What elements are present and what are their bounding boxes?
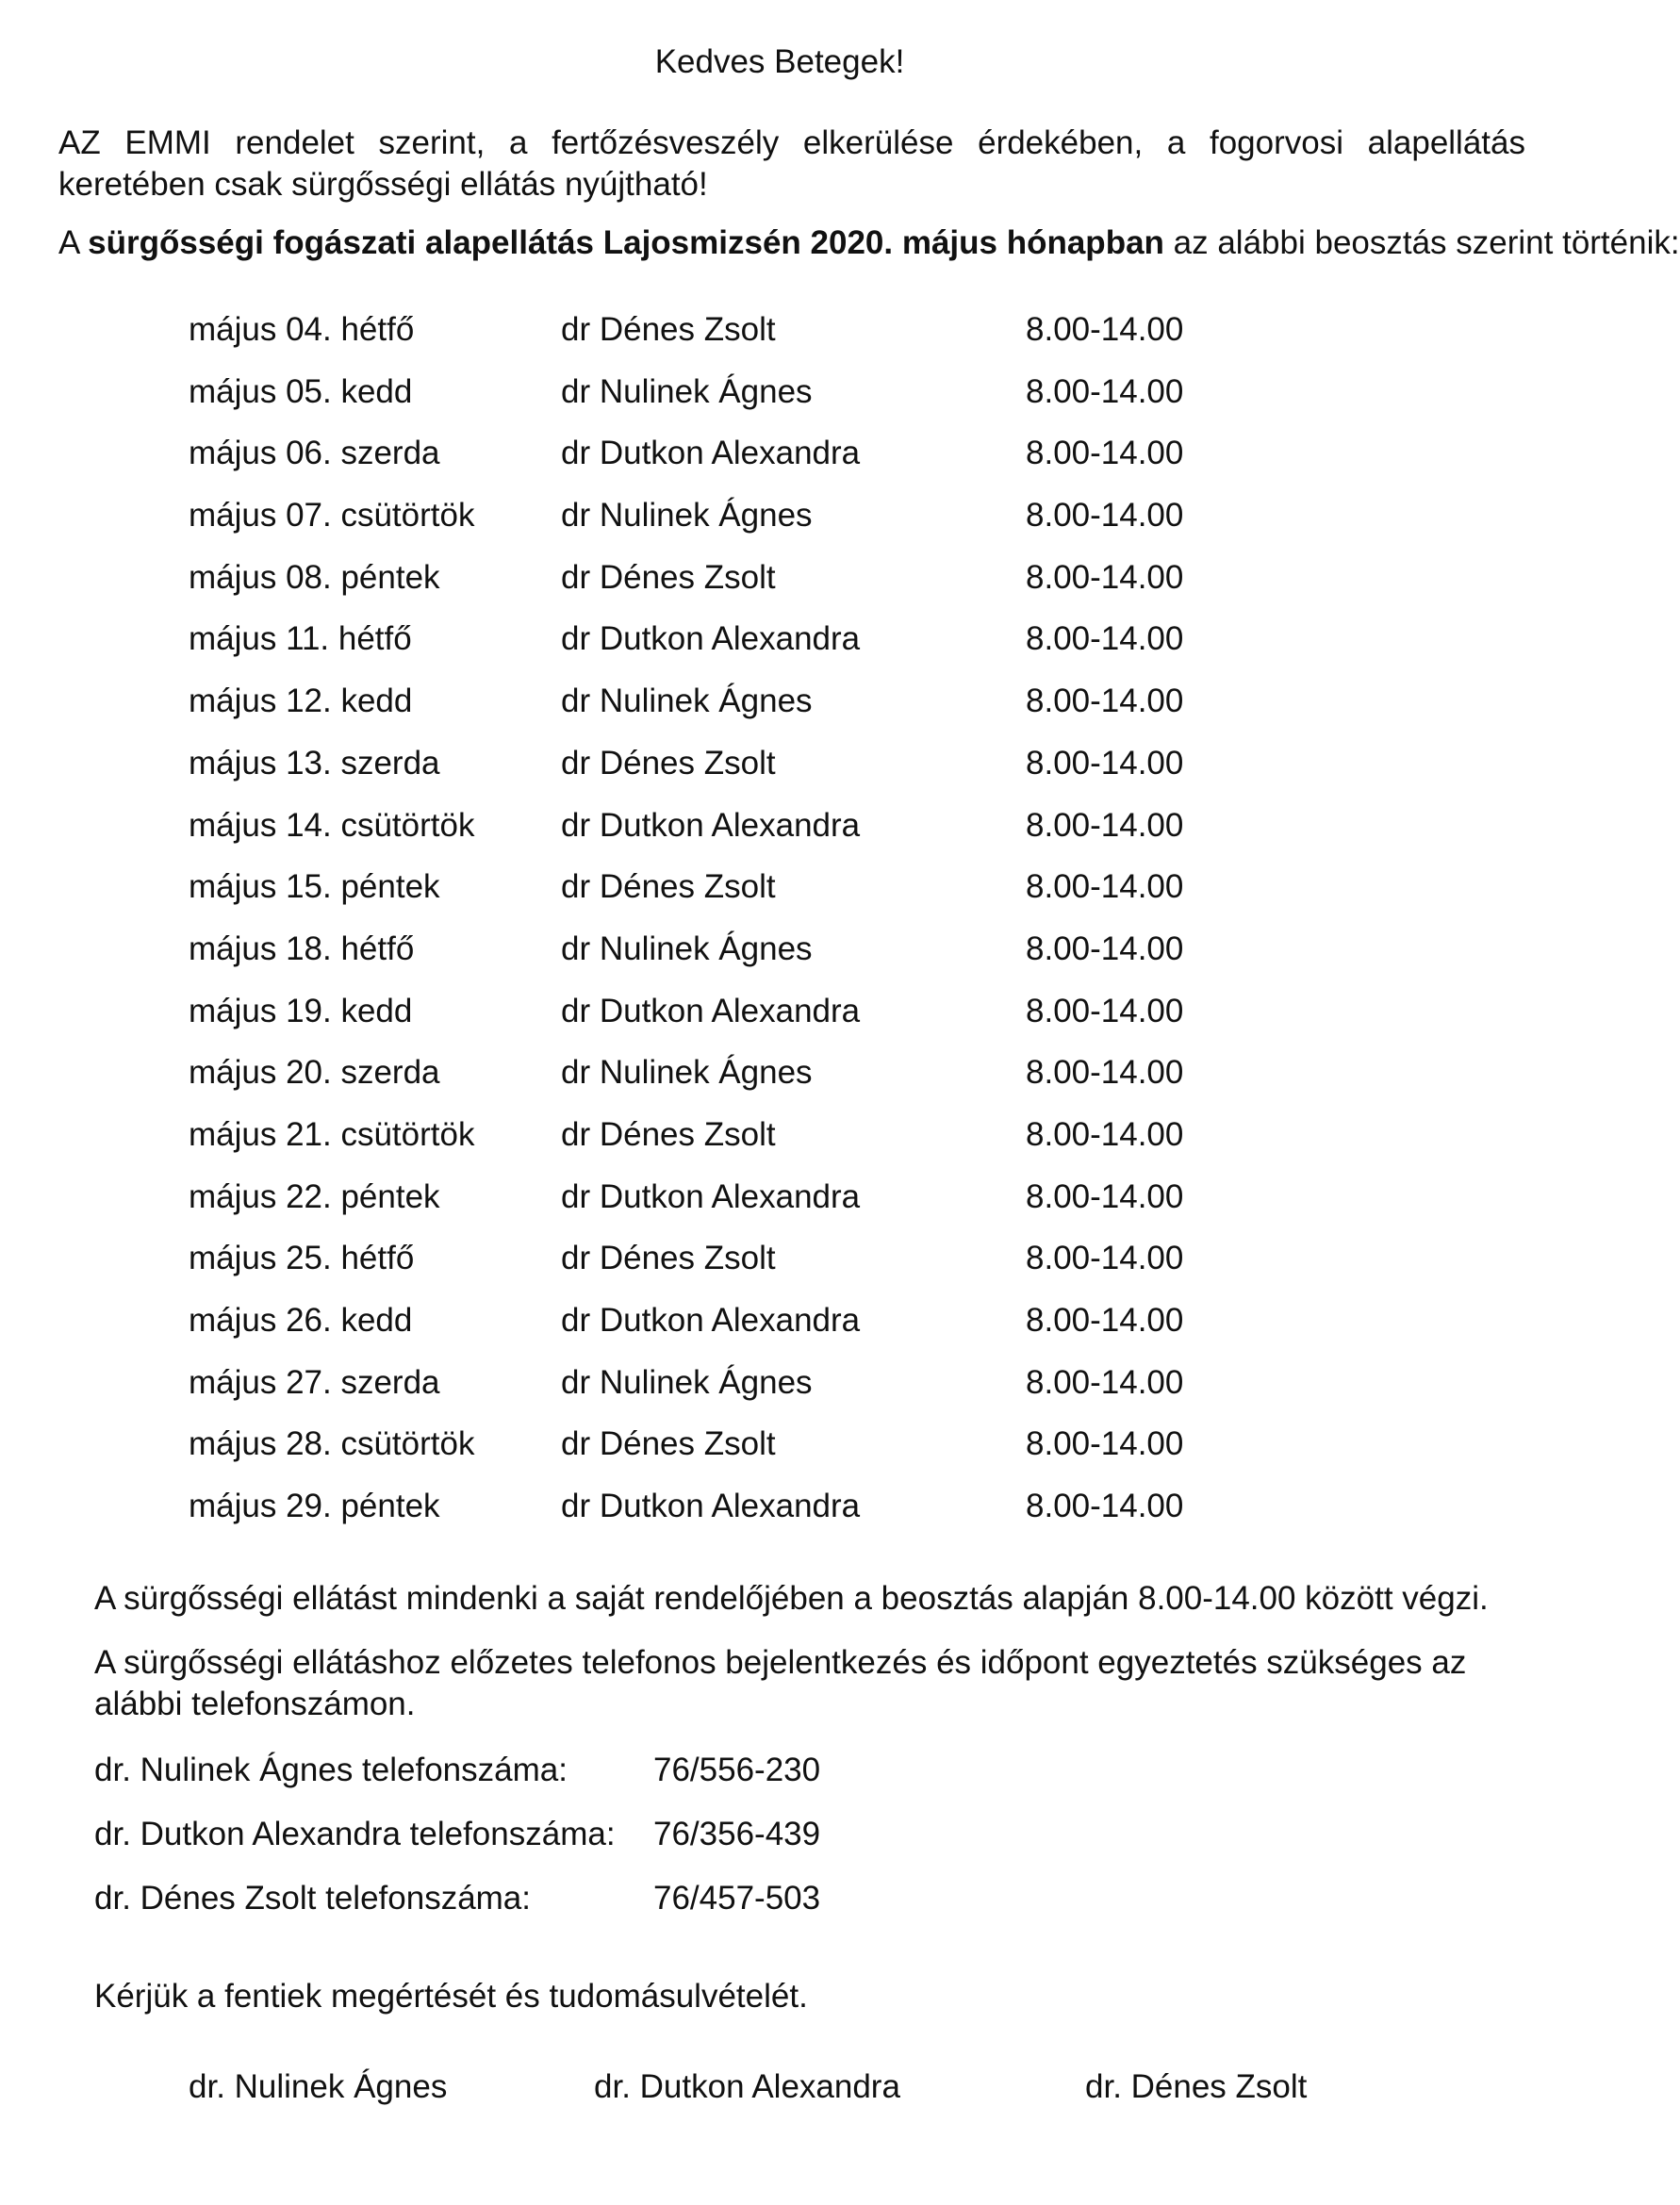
- schedule-hours: 8.00-14.00: [1026, 372, 1184, 410]
- schedule-hours: 8.00-14.00: [1026, 992, 1184, 1029]
- phone-label: dr. Nulinek Ágnes telefonszáma:: [94, 1752, 568, 1788]
- schedule-date: május 22. péntek: [189, 1177, 440, 1215]
- schedule-doctor: dr Nulinek Ágnes: [561, 930, 813, 967]
- schedule-doctor: dr Dutkon Alexandra: [561, 435, 861, 472]
- schedule-doctor: dr Dutkon Alexandra: [561, 1488, 861, 1525]
- schedule-date: május 28. csütörtök: [189, 1425, 475, 1463]
- schedule-doctor: dr Nulinek Ágnes: [561, 683, 813, 720]
- schedule-hours: 8.00-14.00: [1026, 1488, 1184, 1525]
- schedule-hours: 8.00-14.00: [1026, 558, 1184, 596]
- phone-row: [94, 1814, 1037, 1878]
- schedule-row: [189, 1114, 1226, 1177]
- schedule-date: május 27. szerda: [189, 1363, 440, 1401]
- schedule-lead-prefix: A: [58, 224, 89, 261]
- schedule-hours: 8.00-14.00: [1026, 435, 1184, 472]
- closing-line: Kérjük a fentiek megértését és tudomásulvételét.: [94, 1978, 808, 2015]
- schedule-date: május 21. csütörtök: [189, 1115, 475, 1153]
- schedule-row: [189, 495, 1226, 557]
- schedule-date: május 18. hétfő: [189, 930, 415, 967]
- schedule-row: [189, 557, 1226, 619]
- schedule-hours: 8.00-14.00: [1026, 497, 1184, 535]
- schedule-doctor: dr Dénes Zsolt: [561, 1115, 776, 1153]
- schedule-date: május 14. csütörtök: [189, 806, 475, 844]
- phone-row: [94, 1750, 1037, 1814]
- schedule-date: május 12. kedd: [189, 683, 413, 720]
- schedule-row: [189, 1177, 1226, 1239]
- phone-row: [94, 1878, 1037, 1942]
- schedule-row: [189, 1486, 1226, 1548]
- schedule-hours: 8.00-14.00: [1026, 683, 1184, 720]
- phone-number: 76/556-230: [653, 1752, 821, 1788]
- schedule-row: [189, 866, 1226, 929]
- schedule-lead-paragraph: [58, 222, 1680, 264]
- phone-label: dr. Dénes Zsolt telefonszáma:: [94, 1880, 531, 1917]
- schedule-date: május 08. péntek: [189, 558, 440, 596]
- schedule-hours: 8.00-14.00: [1026, 806, 1184, 844]
- schedule-doctor: dr Dutkon Alexandra: [561, 1177, 861, 1215]
- schedule-hours: 8.00-14.00: [1026, 1240, 1184, 1277]
- schedule-row: [189, 1300, 1226, 1362]
- schedule-hours: 8.00-14.00: [1026, 1425, 1184, 1463]
- schedule-hours: 8.00-14.00: [1026, 1177, 1184, 1215]
- schedule-date: május 25. hétfő: [189, 1240, 415, 1277]
- schedule-row: [189, 681, 1226, 743]
- schedule-doctor: dr Dutkon Alexandra: [561, 992, 861, 1029]
- schedule-doctor: dr Dénes Zsolt: [561, 1240, 776, 1277]
- schedule-doctor: dr Dutkon Alexandra: [561, 806, 861, 844]
- schedule-date: május 04. hétfő: [189, 311, 415, 348]
- schedule-doctor: dr Dutkon Alexandra: [561, 620, 861, 658]
- schedule-hours: 8.00-14.00: [1026, 1302, 1184, 1339]
- schedule-date: május 13. szerda: [189, 744, 440, 782]
- schedule-doctor: dr Dénes Zsolt: [561, 744, 776, 782]
- schedule-row: [189, 1362, 1226, 1424]
- hours-note: A sürgősségi ellátást mindenki a saját rendelőjében a beosztás alapján 8.00-14.00 között végzi.: [94, 1580, 1489, 1617]
- schedule-row: [189, 1238, 1226, 1300]
- schedule-date: május 07. csütörtök: [189, 497, 475, 535]
- phone-note: A sürgősségi ellátáshoz előzetes telefonos bejelentkezés és időpont egyeztetés szükséges az alábbi telefonszámon.: [94, 1644, 1467, 1722]
- schedule-hours: 8.00-14.00: [1026, 744, 1184, 782]
- signature-line: [189, 2066, 1414, 2114]
- schedule-doctor: dr Dénes Zsolt: [561, 311, 776, 348]
- schedule-doctor: dr Dénes Zsolt: [561, 868, 776, 906]
- schedule-date: május 11. hétfő: [189, 620, 412, 658]
- schedule-doctor: dr Dénes Zsolt: [561, 1425, 776, 1463]
- schedule-hours: 8.00-14.00: [1026, 1363, 1184, 1401]
- schedule-row: [189, 309, 1226, 371]
- phone-label: dr. Dutkon Alexandra telefonszáma:: [94, 1816, 616, 1852]
- schedule-table: [189, 309, 1226, 1548]
- phone-list: [94, 1750, 1037, 1942]
- schedule-doctor: dr Nulinek Ágnes: [561, 1054, 813, 1092]
- signature-name: dr. Dénes Zsolt: [1085, 2068, 1308, 2105]
- schedule-hours: 8.00-14.00: [1026, 868, 1184, 906]
- schedule-row: [189, 371, 1226, 434]
- signature-name: dr. Dutkon Alexandra: [594, 2068, 900, 2105]
- schedule-lead-suffix: az alábbi beosztás szerint történik:: [1163, 224, 1680, 261]
- schedule-doctor: dr Dutkon Alexandra: [561, 1302, 861, 1339]
- schedule-date: május 15. péntek: [189, 868, 440, 906]
- schedule-row: [189, 991, 1226, 1053]
- schedule-row: [189, 433, 1226, 495]
- schedule-row: [189, 743, 1226, 805]
- schedule-row: [189, 929, 1226, 991]
- schedule-hours: 8.00-14.00: [1026, 620, 1184, 658]
- schedule-date: május 06. szerda: [189, 435, 440, 472]
- schedule-row: [189, 618, 1226, 681]
- schedule-hours: 8.00-14.00: [1026, 1054, 1184, 1092]
- phone-number: 76/356-439: [653, 1816, 821, 1852]
- schedule-hours: 8.00-14.00: [1026, 930, 1184, 967]
- schedule-lead-bold: sürgősségi fogászati alapellátás Lajosmizsén 2020. május hónapban: [88, 224, 1164, 261]
- schedule-row: [189, 1052, 1226, 1114]
- schedule-row: [189, 1423, 1226, 1486]
- schedule-hours: 8.00-14.00: [1026, 311, 1184, 348]
- schedule-doctor: dr Dénes Zsolt: [561, 558, 776, 596]
- schedule-date: május 26. kedd: [189, 1302, 413, 1339]
- greeting-heading: Kedves Betegek!: [654, 43, 905, 80]
- schedule-date: május 20. szerda: [189, 1054, 440, 1092]
- schedule-doctor: dr Nulinek Ágnes: [561, 1363, 813, 1401]
- phone-number: 76/457-503: [653, 1880, 821, 1917]
- schedule-date: május 29. péntek: [189, 1488, 440, 1525]
- schedule-doctor: dr Nulinek Ágnes: [561, 497, 813, 535]
- schedule-date: május 19. kedd: [189, 992, 413, 1029]
- schedule-doctor: dr Nulinek Ágnes: [561, 372, 813, 410]
- schedule-row: [189, 805, 1226, 867]
- signature-name: dr. Nulinek Ágnes: [189, 2068, 448, 2105]
- schedule-hours: 8.00-14.00: [1026, 1115, 1184, 1153]
- intro-paragraph: AZ EMMI rendelet szerint, a fertőzésveszély elkerülése érdekében, a fogorvosi alapellátás keretében csak sürgősségi ellátás nyújtható!: [58, 124, 1525, 203]
- schedule-date: május 05. kedd: [189, 372, 413, 410]
